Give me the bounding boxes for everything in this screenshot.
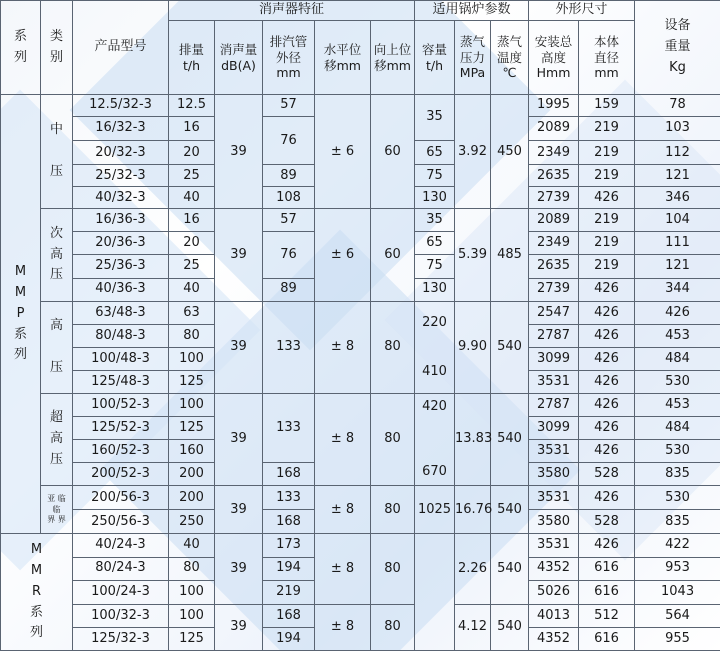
weight-cell: 453 [635, 393, 720, 416]
model-cell: 20/36-3 [73, 232, 169, 255]
diameter-cell: 426 [579, 187, 635, 209]
model-cell: 16/36-3 [73, 209, 169, 232]
height-cell: 3531 [529, 370, 579, 393]
model-cell: 125/52-3 [73, 417, 169, 440]
flow-cell: 100 [169, 580, 215, 604]
flow-cell: 25 [169, 165, 215, 187]
capacity-cell: 220 410 [415, 301, 455, 393]
model-cell: 80/48-3 [73, 324, 169, 347]
height-cell: 2547 [529, 301, 579, 324]
flow-cell: 160 [169, 440, 215, 463]
temperature-cell: 540 [491, 301, 529, 393]
upward-cell: 80 [371, 393, 415, 485]
height-cell: 2787 [529, 393, 579, 416]
weight-cell: 530 [635, 440, 720, 463]
horizontal-cell: ± 8 [315, 393, 371, 485]
table-row [1, 301, 720, 324]
weight-cell: 530 [635, 370, 720, 393]
diameter-cell: 426 [579, 417, 635, 440]
height-cell: 2089 [529, 209, 579, 232]
flow-cell: 20 [169, 232, 215, 255]
model-cell: 80/24-3 [73, 557, 169, 580]
horizontal-cell: ± 8 [315, 301, 371, 393]
horizontal-cell: ± 8 [315, 486, 371, 534]
height-cell: 4013 [529, 604, 579, 627]
diameter-cell: 219 [579, 141, 635, 165]
temperature-cell: 540 [491, 486, 529, 534]
upward-cell: 60 [371, 209, 415, 301]
flow-cell: 63 [169, 301, 215, 324]
diameter-cell: 426 [579, 370, 635, 393]
model-cell: 125/48-3 [73, 370, 169, 393]
header-diameter: 本体 直径 mm [579, 21, 635, 95]
flow-cell: 100 [169, 347, 215, 370]
pipe-cell: 89 [263, 278, 315, 301]
weight-cell: 835 [635, 463, 720, 486]
pipe-cell: 194 [263, 627, 315, 650]
height-cell: 2739 [529, 278, 579, 301]
diameter-cell: 512 [579, 604, 635, 627]
model-cell: 25/36-3 [73, 255, 169, 278]
series-cell: M M P 系 列 [1, 95, 41, 534]
capacity-cell [415, 534, 455, 651]
weight-cell: 121 [635, 255, 720, 278]
flow-cell: 40 [169, 534, 215, 557]
upward-cell: 80 [371, 301, 415, 393]
flow-cell: 40 [169, 278, 215, 301]
diameter-cell: 159 [579, 95, 635, 117]
model-cell: 12.5/32-3 [73, 95, 169, 117]
weight-cell: 955 [635, 627, 720, 650]
weight-cell: 121 [635, 165, 720, 187]
flow-cell: 125 [169, 370, 215, 393]
height-cell: 3531 [529, 534, 579, 557]
height-cell: 4352 [529, 627, 579, 650]
header-temperature: 蒸气 温度 ℃ [491, 21, 529, 95]
weight-cell: 112 [635, 141, 720, 165]
header-silencer-group: 消声器特征 [169, 1, 415, 21]
model-cell: 40/36-3 [73, 278, 169, 301]
model-cell: 160/52-3 [73, 440, 169, 463]
noise-cell: 39 [215, 604, 263, 650]
category-cell: 高 压 [41, 301, 73, 393]
header-weight: 设备 重量 Kg [635, 1, 720, 95]
table-row [1, 486, 720, 510]
flow-cell: 25 [169, 255, 215, 278]
weight-cell: 453 [635, 324, 720, 347]
header-model: 产品型号 [73, 1, 169, 95]
flow-cell: 80 [169, 324, 215, 347]
weight-cell: 564 [635, 604, 720, 627]
weight-cell: 484 [635, 417, 720, 440]
model-cell: 100/52-3 [73, 393, 169, 416]
horizontal-cell: ± 6 [315, 209, 371, 301]
diameter-cell: 426 [579, 440, 635, 463]
pipe-cell: 133 [263, 301, 315, 393]
pressure-cell: 3.92 [455, 95, 491, 209]
model-cell: 63/48-3 [73, 301, 169, 324]
diameter-cell: 426 [579, 324, 635, 347]
flow-cell: 200 [169, 486, 215, 510]
capacity-cell: 35 [415, 95, 455, 141]
pipe-cell: 168 [263, 463, 315, 486]
temperature-cell: 450 [491, 95, 529, 209]
capacity-cell: 65 [415, 141, 455, 165]
header-noise: 消声量 dB(A) [215, 21, 263, 95]
pressure-cell: 2.26 [455, 534, 491, 604]
diameter-cell: 426 [579, 278, 635, 301]
height-cell: 2349 [529, 232, 579, 255]
pressure-cell: 9.90 [455, 301, 491, 393]
upward-cell: 80 [371, 604, 415, 650]
table-row [1, 95, 720, 117]
height-cell: 3531 [529, 486, 579, 510]
table-row [1, 604, 720, 627]
noise-cell: 39 [215, 486, 263, 534]
upward-cell: 80 [371, 534, 415, 604]
diameter-cell: 219 [579, 255, 635, 278]
category-cell: 亚 临 临 界 界 [41, 486, 73, 534]
pipe-cell: 57 [263, 209, 315, 232]
height-cell: 2739 [529, 187, 579, 209]
header-capacity: 容量 t/h [415, 21, 455, 95]
pipe-cell: 108 [263, 187, 315, 209]
capacity-cell: 75 [415, 255, 455, 278]
flow-cell: 20 [169, 141, 215, 165]
table-row [1, 534, 720, 557]
diameter-cell: 426 [579, 347, 635, 370]
diameter-cell: 426 [579, 486, 635, 510]
weight-cell: 484 [635, 347, 720, 370]
model-cell: 200/56-3 [73, 486, 169, 510]
header-horizontal: 水平位 移mm [315, 21, 371, 95]
horizontal-cell: ± 6 [315, 95, 371, 209]
height-cell: 2635 [529, 165, 579, 187]
capacity-cell: 130 [415, 278, 455, 301]
model-cell: 40/24-3 [73, 534, 169, 557]
pressure-cell: 16.76 [455, 486, 491, 534]
model-cell: 20/32-3 [73, 141, 169, 165]
pressure-cell: 5.39 [455, 209, 491, 301]
pipe-cell: 89 [263, 165, 315, 187]
weight-cell: 1043 [635, 580, 720, 604]
capacity-cell: 75 [415, 165, 455, 187]
capacity-cell: 420 670 [415, 393, 455, 485]
diameter-cell: 616 [579, 580, 635, 604]
header-category: 类 别 [41, 1, 73, 95]
header-boiler-group: 适用锅炉参数 [415, 1, 529, 21]
noise-cell: 39 [215, 534, 263, 604]
model-cell: 200/52-3 [73, 463, 169, 486]
model-cell: 25/32-3 [73, 165, 169, 187]
pipe-cell: 168 [263, 510, 315, 534]
noise-cell: 39 [215, 393, 263, 485]
horizontal-cell: ± 8 [315, 534, 371, 604]
pipe-cell: 76 [263, 117, 315, 165]
diameter-cell: 219 [579, 117, 635, 141]
pressure-cell: 4.12 [455, 604, 491, 650]
pressure-cell: 13.83 [455, 393, 491, 485]
capacity-cell: 1025 [415, 486, 455, 534]
height-cell: 2089 [529, 117, 579, 141]
weight-cell: 530 [635, 486, 720, 510]
flow-cell: 125 [169, 627, 215, 650]
header-height: 安装总 高度 Hmm [529, 21, 579, 95]
pipe-cell: 219 [263, 580, 315, 604]
temperature-cell: 540 [491, 604, 529, 650]
height-cell: 3099 [529, 417, 579, 440]
noise-cell: 39 [215, 209, 263, 301]
diameter-cell: 426 [579, 301, 635, 324]
category-cell: 中 压 [41, 95, 73, 209]
model-cell: 16/32-3 [73, 117, 169, 141]
capacity-cell: 65 [415, 232, 455, 255]
header-upward: 向上位 移mm [371, 21, 415, 95]
model-cell: 100/32-3 [73, 604, 169, 627]
noise-cell: 39 [215, 95, 263, 209]
temperature-cell: 485 [491, 209, 529, 301]
model-cell: 100/48-3 [73, 347, 169, 370]
model-cell: 40/32-3 [73, 187, 169, 209]
flow-cell: 80 [169, 557, 215, 580]
pipe-cell: 133 [263, 486, 315, 510]
horizontal-cell: ± 8 [315, 604, 371, 650]
height-cell: 2635 [529, 255, 579, 278]
height-cell: 4352 [529, 557, 579, 580]
capacity-cell: 35 [415, 209, 455, 232]
pipe-cell: 168 [263, 604, 315, 627]
model-cell: 100/24-3 [73, 580, 169, 604]
flow-cell: 12.5 [169, 95, 215, 117]
diameter-cell: 426 [579, 393, 635, 416]
weight-cell: 953 [635, 557, 720, 580]
weight-cell: 104 [635, 209, 720, 232]
model-cell: 250/56-3 [73, 510, 169, 534]
diameter-cell: 219 [579, 209, 635, 232]
flow-cell: 100 [169, 604, 215, 627]
weight-cell: 78 [635, 95, 720, 117]
flow-cell: 250 [169, 510, 215, 534]
height-cell: 1995 [529, 95, 579, 117]
table-row [1, 209, 720, 232]
pipe-cell: 194 [263, 557, 315, 580]
table-row [1, 393, 720, 416]
capacity-cell: 130 [415, 187, 455, 209]
temperature-cell: 540 [491, 393, 529, 485]
diameter-cell: 616 [579, 627, 635, 650]
height-cell: 5026 [529, 580, 579, 604]
weight-cell: 426 [635, 301, 720, 324]
header-pipe: 排汽管 外径 mm [263, 21, 315, 95]
flow-cell: 200 [169, 463, 215, 486]
height-cell: 3580 [529, 463, 579, 486]
category-cell: 次 高 压 [41, 209, 73, 301]
weight-cell: 103 [635, 117, 720, 141]
temperature-cell: 540 [491, 534, 529, 604]
flow-cell: 16 [169, 117, 215, 141]
height-cell: 2349 [529, 141, 579, 165]
diameter-cell: 616 [579, 557, 635, 580]
pipe-cell: 173 [263, 534, 315, 557]
diameter-cell: 426 [579, 534, 635, 557]
noise-cell: 39 [215, 301, 263, 393]
flow-cell: 125 [169, 417, 215, 440]
header-series: 系 列 [1, 1, 41, 95]
category-cell: 超 高 压 [41, 393, 73, 485]
weight-cell: 835 [635, 510, 720, 534]
header-pressure: 蒸气 压力 MPa [455, 21, 491, 95]
flow-cell: 16 [169, 209, 215, 232]
flow-cell: 40 [169, 187, 215, 209]
header-flow: 排量 t/h [169, 21, 215, 95]
height-cell: 3099 [529, 347, 579, 370]
upward-cell: 80 [371, 486, 415, 534]
height-cell: 3580 [529, 510, 579, 534]
diameter-cell: 528 [579, 510, 635, 534]
diameter-cell: 528 [579, 463, 635, 486]
diameter-cell: 219 [579, 232, 635, 255]
height-cell: 2787 [529, 324, 579, 347]
diameter-cell: 219 [579, 165, 635, 187]
model-cell: 125/32-3 [73, 627, 169, 650]
weight-cell: 422 [635, 534, 720, 557]
pipe-cell: 133 [263, 393, 315, 462]
weight-cell: 111 [635, 232, 720, 255]
header-dimension-group: 外形尺寸 [529, 1, 635, 21]
flow-cell: 100 [169, 393, 215, 416]
series-cell: M M R 系 列 [1, 534, 73, 651]
pipe-cell: 57 [263, 95, 315, 117]
height-cell: 3531 [529, 440, 579, 463]
weight-cell: 344 [635, 278, 720, 301]
pipe-cell: 76 [263, 232, 315, 278]
upward-cell: 60 [371, 95, 415, 209]
weight-cell: 346 [635, 187, 720, 209]
